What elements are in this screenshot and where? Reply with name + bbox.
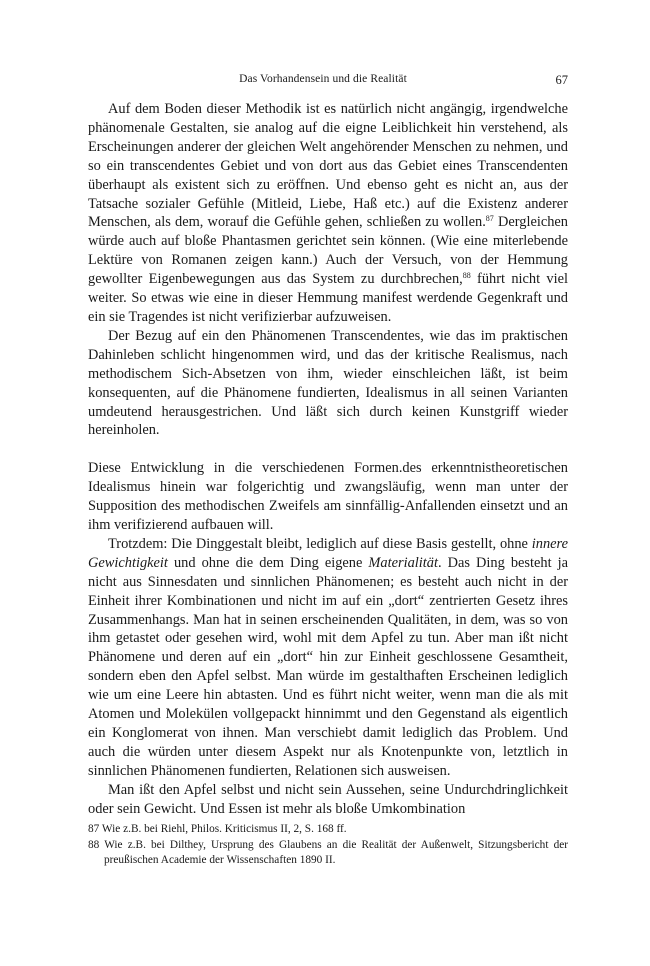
paragraph-1-part-b: Dergleichen würde auch auf bloße Phantasmen gerichtet sein können. (Wie eine miterlebende Lektüre von Romanen zeigen kann.) Auch der Versuch, von der Hemmung gewollter Eigenbewegungen aus das System zu durchbrechen, [88, 214, 569, 288]
paragraph-4-part-b: und ohne die dem Ding eigene [167, 554, 369, 571]
paragraph-4-part-a: Trotzdem: Die Dinggestalt bleibt, lediglich auf diese Basis gestellt, ohne [108, 535, 532, 552]
footnote-87: 87 Wie z.B. bei Riehl, Philos. Kriticismus II, 2, S. 168 ff. [88, 823, 347, 835]
footnote-ref-87: 87 [485, 214, 494, 224]
emphasis-materiality: Materialität [368, 554, 438, 571]
paragraph-3: Diese Entwicklung in die verschiedenen Formen.des erkenntnistheoretischen Idealismus hinein war folgerichtig und zwangsläufig, wenn man unter der Supposition des methodischen Zweifels am sinnfällig-Anfallenden einsetzt und an ihm verifizierend aufbauen will. [88, 460, 568, 534]
paragraph-2: Der Bezug auf ein den Phänomenen Transcendentes, wie das im praktischen Dahinleben schlicht hingenommen wird, und das der kritische Realismus, nach methodischem Sich-Absetzen von ihm, wieder einschleichen läßt, ist beim konsequenten, auf die Phänomene fundierten, Idealismus in all seinen Varianten umdeutend herausgestrichen. Und läßt sich durch keinen Kunstgriff wieder hereinholen. [88, 327, 568, 439]
running-title: Das Vorhandensein und die Realität [239, 73, 407, 85]
body-text [88, 100, 568, 819]
paragraph-5: Man ißt den Apfel selbst und nicht sein Aussehen, seine Undurchdringlichkeit oder sein Gewicht. Und Essen ist mehr als bloße Umkombination [88, 781, 568, 817]
page-number: 67 [555, 73, 568, 87]
paragraph-1 [88, 100, 568, 327]
section-gap [88, 440, 568, 459]
footnote-ref-88: 88 [462, 271, 471, 281]
paragraph-1-part-a: Auf dem Boden dieser Methodik ist es natürlich nicht angängig, irgendwelche phänomenale Gestalten, sie analog auf die eigne Leiblichkeit hin verstehend, als Erscheinungen anderer der gleichen Welt angehörender Menschen zu nehmen, und so ein transcendentes Gebiet und von dort aus das Gebiet eines Transcendenten überhaupt als existent sich zu eröffnen. Und ebenso geht es nicht an, aus der Tatsache sozialer Gefühle (Mitleid, Liebe, Haß etc.) auf die Existenz anderer Menschen, als dem, worauf die Gefühle gehen, schließen zu wollen. [88, 101, 568, 231]
footnote-88: 88 Wie z.B. bei Dilthey, Ursprung des Glaubens an die Realität der Außenwelt, Sitzungsbericht der preußischen Academie der Wissenschaften 1890 II. [88, 838, 568, 866]
footnotes [88, 822, 568, 869]
running-head [88, 73, 568, 91]
emphasis-inner-weight: innere Gewichtigkeit [88, 535, 568, 571]
paragraph-4 [88, 535, 568, 781]
paragraph-1-part-c: führt nicht viel weiter. So etwas wie eine in dieser Hemmung manifest werdende Gegenkraft und ein sie Tragendes ist nicht verifizierbar aufzuweisen. [88, 271, 568, 325]
paragraph-4-part-c: . Das Ding besteht ja nicht aus Sinnesdaten und sinnlichen Phänomenen; es besteht auch nicht in der Einheit ihrer Kombinationen und nicht im auf ein „dort“ zentrierten Gesetz ihres Zusammenhangs. Man hat in seinen erscheinenden Qualitäten, in dem, was so von ihm getastet oder gesehen wird, wohl mit dem Apfel zu tun. Aber man ißt nicht Phänomene und deren auf ein „dort“ hin zur Einheit geschlossene Gesamtheit, sondern eben den Apfel selbst. Man würde im gestalthaften Erscheinen lediglich wie um eine Leere hin abtasten. Und es führt nicht weiter, wenn man die als mit Atomen und Molekülen vollgepackt hinnimmt und den Gegenstand als eigentlich ein Konglomerat von ihnen. Man verschiebt damit lediglich das Problem. Und auch die würden unter diesem Aspekt nur als Knotenpunkte von, letztlich in sinnlichen Phänomenen fundierten, Relationen sich ausweisen. [88, 554, 569, 779]
